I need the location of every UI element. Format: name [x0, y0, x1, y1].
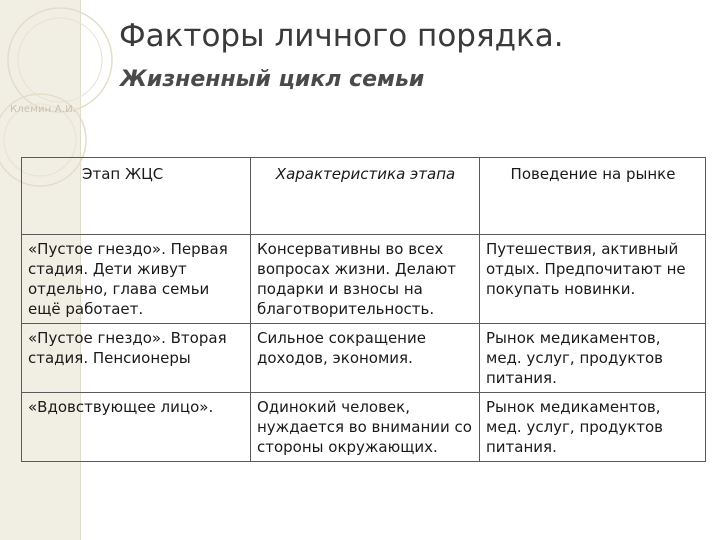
header-stage: Этап ЖЦС — [22, 158, 251, 235]
cell-market-behavior: Рынок медикаментов, мед. услуг, продуктов питания. — [480, 324, 706, 393]
table-header-row — [22, 158, 706, 235]
cell-stage: «Вдовствующее лицо». — [22, 393, 251, 462]
slide-title: Факторы личного порядка. — [119, 18, 564, 54]
slide-subtitle: Жизненный цикл семьи — [120, 67, 425, 92]
watermark-author: Клемин А.И. — [10, 104, 77, 115]
cell-characteristic: Консервативны во всех вопросах жизни. Делают подарки и взносы на благотворительность. — [251, 235, 480, 324]
decorative-ring — [18, 18, 102, 102]
header-characteristic: Характеристика этапа — [251, 158, 480, 235]
cell-stage: «Пустое гнездо». Первая стадия. Дети живут отдельно, глава семьи ещё работает. — [22, 235, 251, 324]
cell-characteristic: Сильное сокращение доходов, экономия. — [251, 324, 480, 393]
table-row — [22, 235, 706, 324]
cell-market-behavior: Рынок медикаментов, мед. услуг, продуктов питания. — [480, 393, 706, 462]
life-cycle-table — [21, 157, 706, 462]
table-row — [22, 324, 706, 393]
cell-characteristic: Одинокий человек, нуждается во внимании со стороны окружающих. — [251, 393, 480, 462]
table-row — [22, 393, 706, 462]
cell-market-behavior: Путешествия, активный отдых. Предпочитают не покупать новинки. — [480, 235, 706, 324]
header-market-behavior: Поведение на рынке — [480, 158, 706, 235]
cell-stage: «Пустое гнездо». Вторая стадия. Пенсионеры — [22, 324, 251, 393]
